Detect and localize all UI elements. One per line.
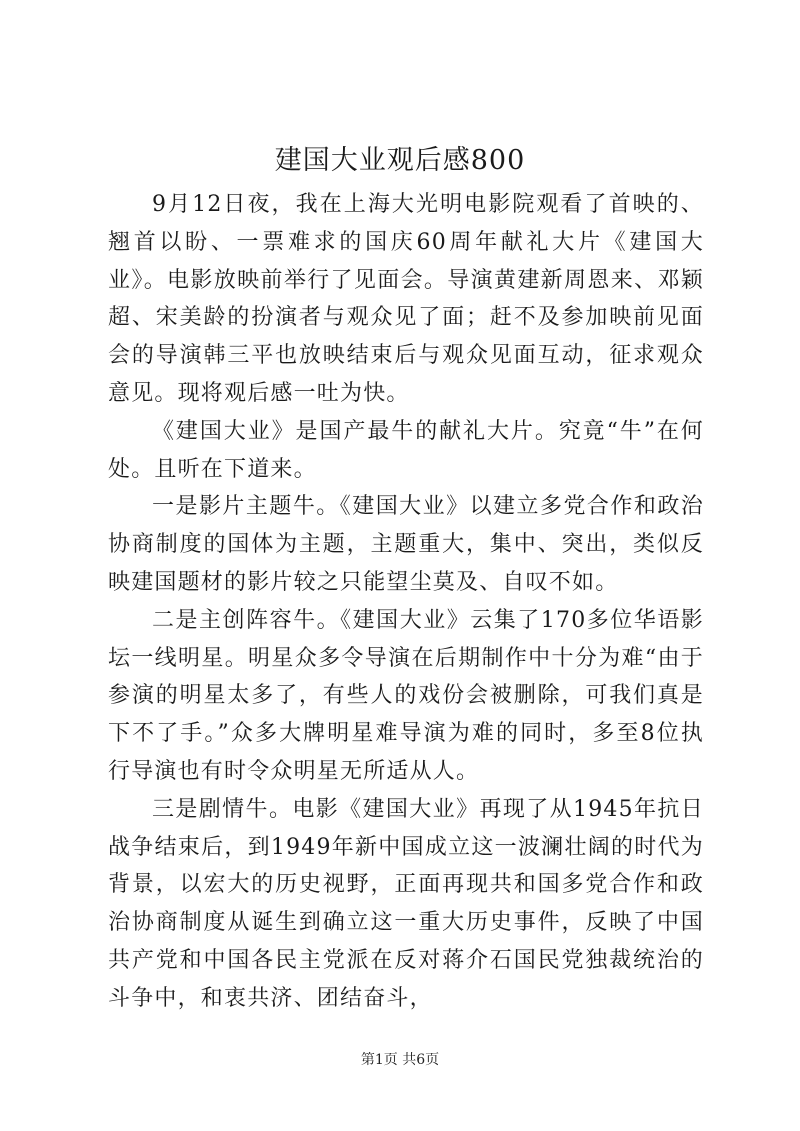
paragraph-point-theme: 一是影片主题牛。《建国大业》以建立多党合作和政治协商制度的国体为主题，主题重大，集中、突出，类似反映建国题材的影片较之只能望尘莫及、自叹不如。	[108, 494, 704, 595]
page-number-footer: 第1页 共6页	[360, 1052, 440, 1068]
document-title: 建国大业观后感800	[274, 145, 526, 176]
paragraph-point-cast: 二是主创阵容牛。《建国大业》云集了170多位华语影坛一线明星。明星众多令导演在后期制作中十分为难“由于参演的明星太多了，有些人的戏份会被删除，可我们真是下不了手。”众多大牌明星难导演为难的同时，多至8位执行导演也有时令众明星无所适从人。	[108, 607, 704, 784]
document-body	[108, 186, 704, 1018]
paragraph-question: 《建国大业》是国产最牛的献礼大片。究竟“牛”在何处。且听在下道来。	[108, 418, 704, 482]
paragraph-intro: 9月12日夜，我在上海大光明电影院观看了首映的、翘首以盼、一票难求的国庆60周年献礼大片《建国大业》。电影放映前举行了见面会。导演黄建新周恩来、邓颖超、宋美龄的扮演者与观众见了面；赶不及参加映前见面会的导演韩三平也放映结束后与观众见面互动，征求观众意见。现将观后感一吐为快。	[108, 192, 704, 406]
paragraph-point-plot: 三是剧情牛。电影《建国大业》再现了从1945年抗日战争结束后，到1949年新中国成立这一波澜壮阔的时代为背景，以宏大的历史视野，正面再现共和国多党合作和政治协商制度从诞生到确立这一重大历史事件，反映了中国共产党和中国各民主党派在反对蒋介石国民党独裁统治的斗争中，和衷共济、团结奋斗，	[108, 796, 704, 1011]
